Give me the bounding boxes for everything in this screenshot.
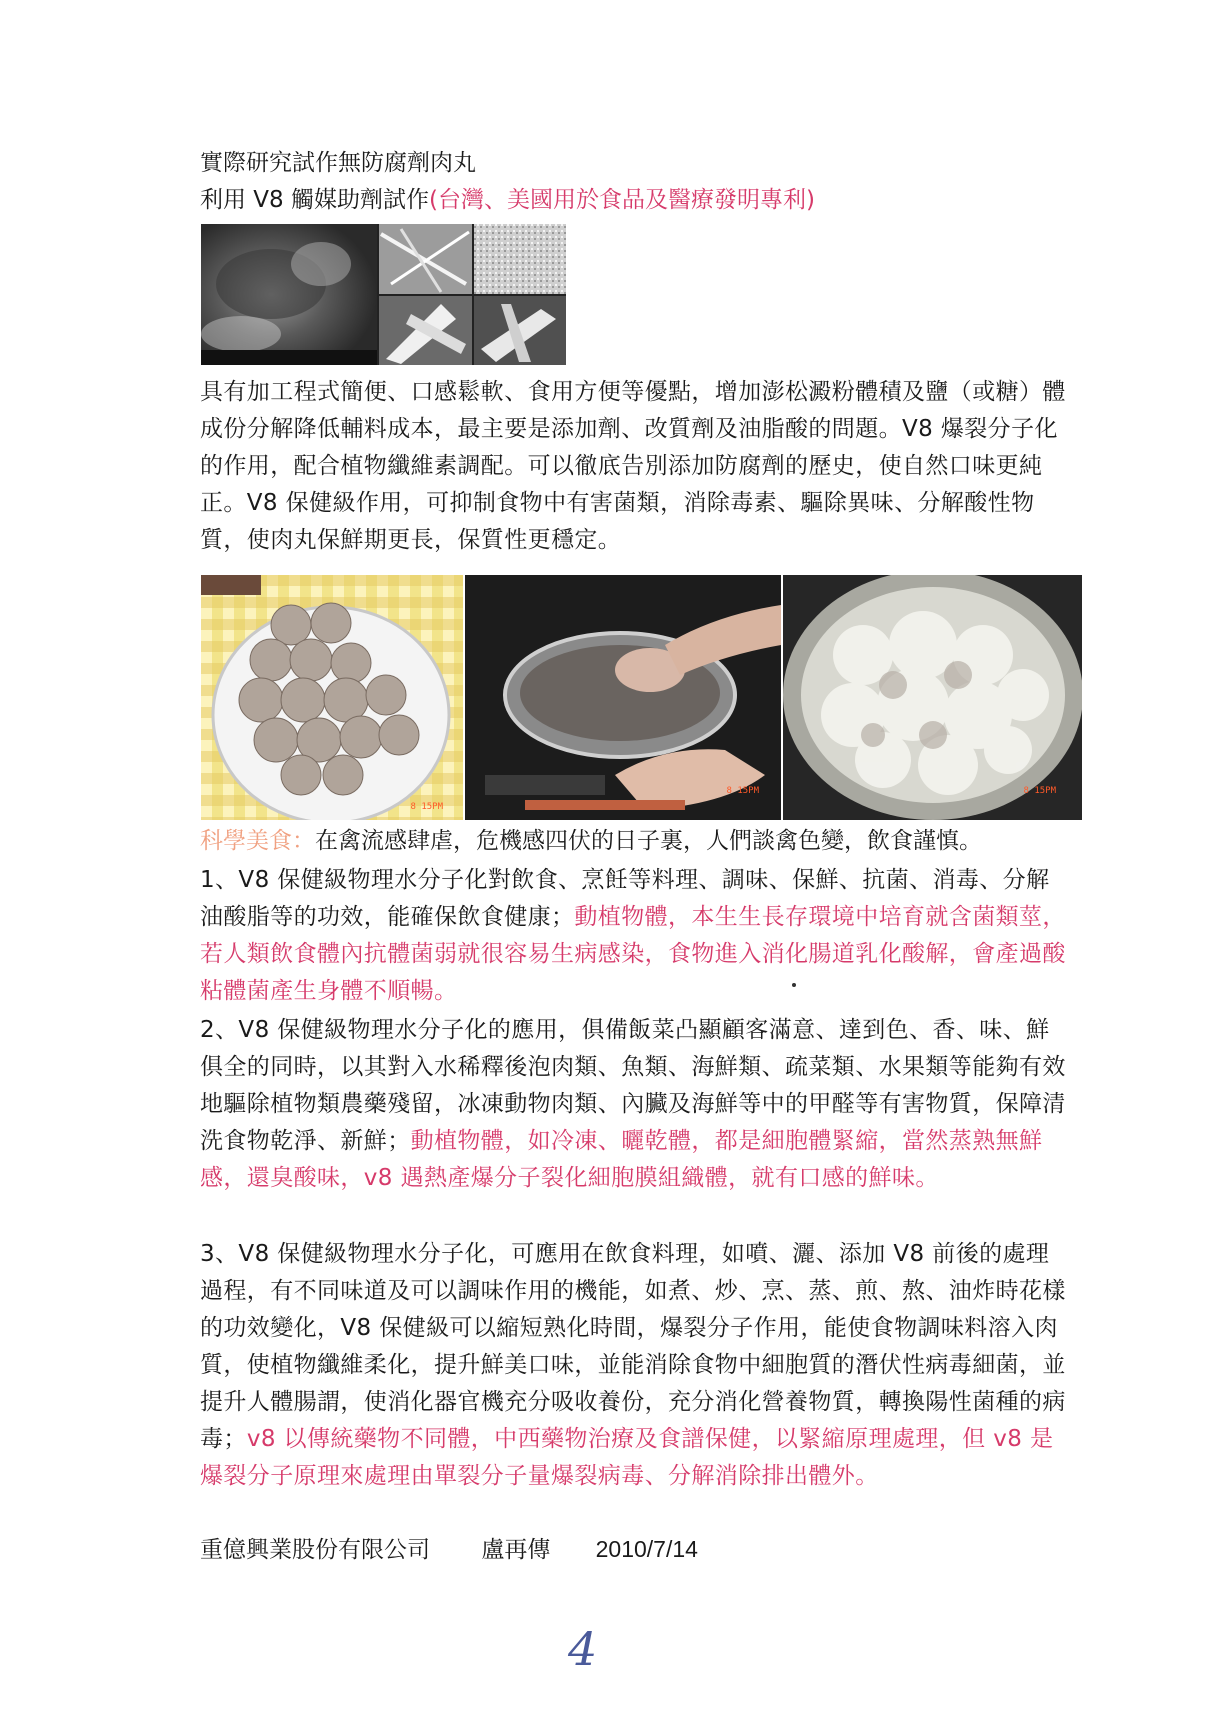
science-line: [200, 824, 982, 858]
science-label: 科學美食：: [200, 828, 315, 854]
point-3-note: v8 以傳統藥物不同體，中西藥物治療及食譜保健，以緊縮原理處理，但 v8 是爆裂分子原理來處理由單裂分子量爆裂病毒、分解消除排出體外。: [200, 1426, 1054, 1489]
photo-timestamp: 8 15PM: [726, 786, 759, 796]
science-text: 在禽流感肆虐，危機感四伏的日子裏，人們談禽色變，飲食謹慎。: [315, 828, 982, 854]
page-title: 實際研究試作無防腐劑肉丸: [200, 150, 476, 176]
microscope-image-collage: [201, 224, 566, 365]
photo-timestamp: 8 15PM: [1023, 786, 1056, 796]
point-3-text: 3、V8 保健級物理水分子化，可應用在飲食料理，如噴、灑、添加 V8 前後的處理過程，有不同味道及可以調味作用的機能，如煮、炒、烹、蒸、煎、熬、油炸時花樣的功效變化，V8 保健級可以縮短熟化時間，爆裂分子作用，能使食物調味料溶入肉質，使植物纖維柔化，提升鮮美口味，並能消除食物中細胞質的潛伏性病毒細菌，並提升人體腸謂，使消化器官機充分吸收養份，充分消化營養物質，轉換陽性菌種的病毒；: [200, 1241, 1066, 1452]
meatball-boiling-photo: [783, 575, 1082, 820]
microscope-image: [201, 224, 566, 365]
point-1-text: 1、V8 保健級物理水分子化對飲食、烹飪等料理、調味、保鮮、抗菌、消毒、分解油酸脂等的功效，能確保飲食健康；: [200, 867, 1050, 930]
point-2-note: 動植物體，如冷凍、曬乾體，都是細胞體緊縮，當然蒸熟無鮮感，還臭酸味，v8 遇熱產爆分子裂化細胞膜組織體，就有口感的鮮味。: [200, 1128, 1043, 1191]
page-number: 4: [568, 1622, 598, 1676]
point-3: [200, 1236, 1070, 1495]
meatball-boiling-image: [783, 575, 1082, 820]
point-2: [200, 1012, 1070, 1197]
photo-timestamp: 8 15PM: [410, 802, 443, 812]
subtitle: [200, 183, 815, 217]
company-name: 重億興業股份有限公司: [200, 1537, 430, 1563]
meatball-plate-photo: [201, 575, 463, 820]
document-date: 2010/7/14: [595, 1536, 698, 1562]
ink-speck: [792, 983, 796, 987]
point-1: [200, 862, 1070, 1010]
author-name: 盧再傳: [481, 1537, 551, 1563]
meatball-plate-image: [201, 575, 463, 820]
intro-paragraph: 具有加工程式簡便、口感鬆軟、食用方便等優點，增加澎松澱粉體積及鹽（或糖）體成份分解降低輔料成本，最主要是添加劑、改質劑及油脂酸的問題。V8 爆裂分子化的作用，配合植物纖維素調配。可以徹底告別添加防腐劑的歷史，使自然口味更純正。V8 保健級作用，可抑制食物中有害菌類，消除毒素、驅除異味、分解酸性物質，使肉丸保鮮期更長，保質性更穩定。: [200, 379, 1066, 553]
signature-line: [200, 1532, 698, 1567]
meatball-forming-image: [465, 575, 781, 820]
subtitle-text: 利用 V8 觸媒助劑試作: [200, 187, 429, 213]
meatball-forming-photo: [465, 575, 781, 820]
point-2-text: 2、V8 保健級物理水分子化的應用，俱備飯菜凸顯顧客滿意、達到色、香、味、鮮俱全的同時，以其對入水稀釋後泡肉類、魚類、海鮮類、疏菜類、水果類等能夠有效地驅除植物類農藥殘留，冰凍動物肉類、內臟及海鮮等中的甲醛等有害物質，保障清洗食物乾淨、新鮮；: [200, 1017, 1066, 1154]
point-1-note: 動植物體，本生生長存環境中培育就含菌類莖，若人類飲食體內抗體菌弱就很容易生病感染，食物進入消化腸道乳化酸解，會產過酸粘體菌產生身體不順暢。: [200, 904, 1066, 1004]
patent-note: (台灣、美國用於食品及醫療發明專利): [429, 187, 815, 213]
